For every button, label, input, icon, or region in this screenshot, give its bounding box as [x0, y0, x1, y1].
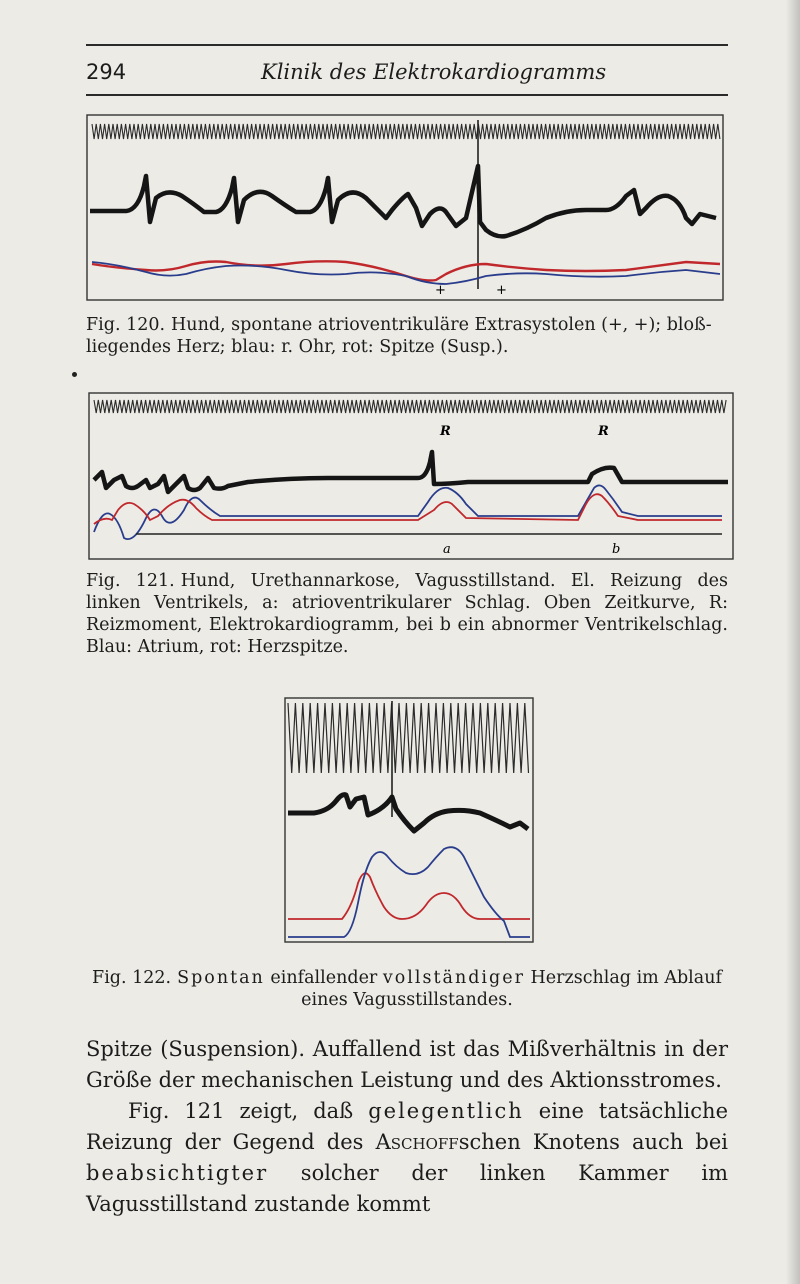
figure-121-mark-b: b	[612, 542, 621, 557]
top-rule	[86, 44, 728, 46]
figure-121-label: Fig. 121.	[86, 571, 175, 591]
figure-121-red-curve	[94, 494, 722, 524]
running-title: Klinik des Elektrokardiogramms	[261, 60, 607, 84]
page-number: 294	[86, 60, 127, 84]
figure-121-ekg-curve	[94, 452, 728, 492]
paragraph-2	[86, 1096, 728, 1220]
p2-part-c: schen Knotens auch bei	[458, 1130, 728, 1154]
figure-122-caption-spaced-2: vollständiger	[382, 968, 525, 988]
p2-spaced-2: beabsichtigter	[86, 1161, 269, 1185]
figure-122	[284, 697, 536, 947]
running-header	[86, 60, 728, 90]
figure-120-ekg-curve	[90, 166, 716, 236]
figure-121-caption	[86, 570, 728, 658]
figure-122-label: Fig. 122.	[92, 968, 172, 988]
paragraph-1: Spitze (Suspension). Auffallend ist das Mißverhältnis in der Größe der mechanischen Leistung und des Aktionsstromes.	[86, 1037, 728, 1092]
p2-part-b: eine tatsächliche Reizung der Gegend des	[86, 1099, 728, 1154]
figure-122-blue-curve	[288, 847, 530, 937]
figure-121	[88, 392, 736, 564]
p2-spaced-1: gelegentlich	[368, 1099, 524, 1123]
figure-121-mark-r1: R	[440, 424, 451, 439]
figure-120-mark-plus-1: +	[435, 283, 446, 298]
p2-part-a: Fig. 121 zeigt, daß	[128, 1099, 354, 1123]
figure-121-time-curve	[94, 400, 726, 413]
figure-122-time-curve	[288, 703, 529, 773]
figure-121-caption-text: Hund, Urethannarkose, Vagusstillstand. El. Reizung des linken Ventrikels, a: atrioventrikularer Schlag. Oben Zeitkurve, R: Reizmoment, Elektrokardiogramm, bei b ein abnormer Ventrikelschlag. Blau: Atrium, rot: Herzspitze.	[86, 571, 728, 657]
figure-122-caption-mid: einfallender	[270, 968, 378, 988]
figure-121-trace	[88, 392, 736, 564]
figure-122-caption-spaced-1: Spontan	[177, 968, 265, 988]
page-edge-shadow	[786, 0, 800, 1284]
header-rule	[86, 94, 728, 96]
figure-122-trace	[284, 697, 536, 947]
figure-121-blue-curve	[94, 485, 722, 539]
figure-120-label: Fig. 120.	[86, 315, 166, 335]
figure-121-mark-a: a	[443, 542, 451, 557]
figure-120-trace	[86, 114, 726, 304]
figure-120-time-curve	[92, 124, 720, 139]
figure-121-mark-r2: R	[598, 424, 609, 439]
figure-120-frame	[87, 115, 723, 300]
figure-122-caption-line-2: eines Vagusstillstandes.	[301, 990, 513, 1010]
figure-122-ekg-curve	[288, 795, 528, 831]
p2-smallcaps-name: Aschoff	[375, 1130, 459, 1154]
figure-120	[86, 114, 726, 304]
figure-122-red-curve	[288, 873, 530, 919]
p2-part-d: solcher der linken Kammer im Vagusstillstand zustande kommt	[86, 1161, 728, 1216]
figure-122-caption	[86, 967, 728, 1011]
figure-120-caption-text: Hund, spontane atrioventrikuläre Extrasystolen (+, +); bloßliegendes Herz; blau: r. Ohr, rot: Spitze (Susp.).	[86, 315, 712, 357]
figure-120-mark-plus-2: +	[496, 283, 507, 298]
margin-dot	[72, 372, 77, 377]
figure-120-red-curve	[92, 261, 720, 280]
figure-120-caption	[86, 314, 728, 358]
figure-122-caption-end: Herzschlag im Ablauf	[530, 968, 722, 988]
body-text	[86, 1034, 728, 1220]
